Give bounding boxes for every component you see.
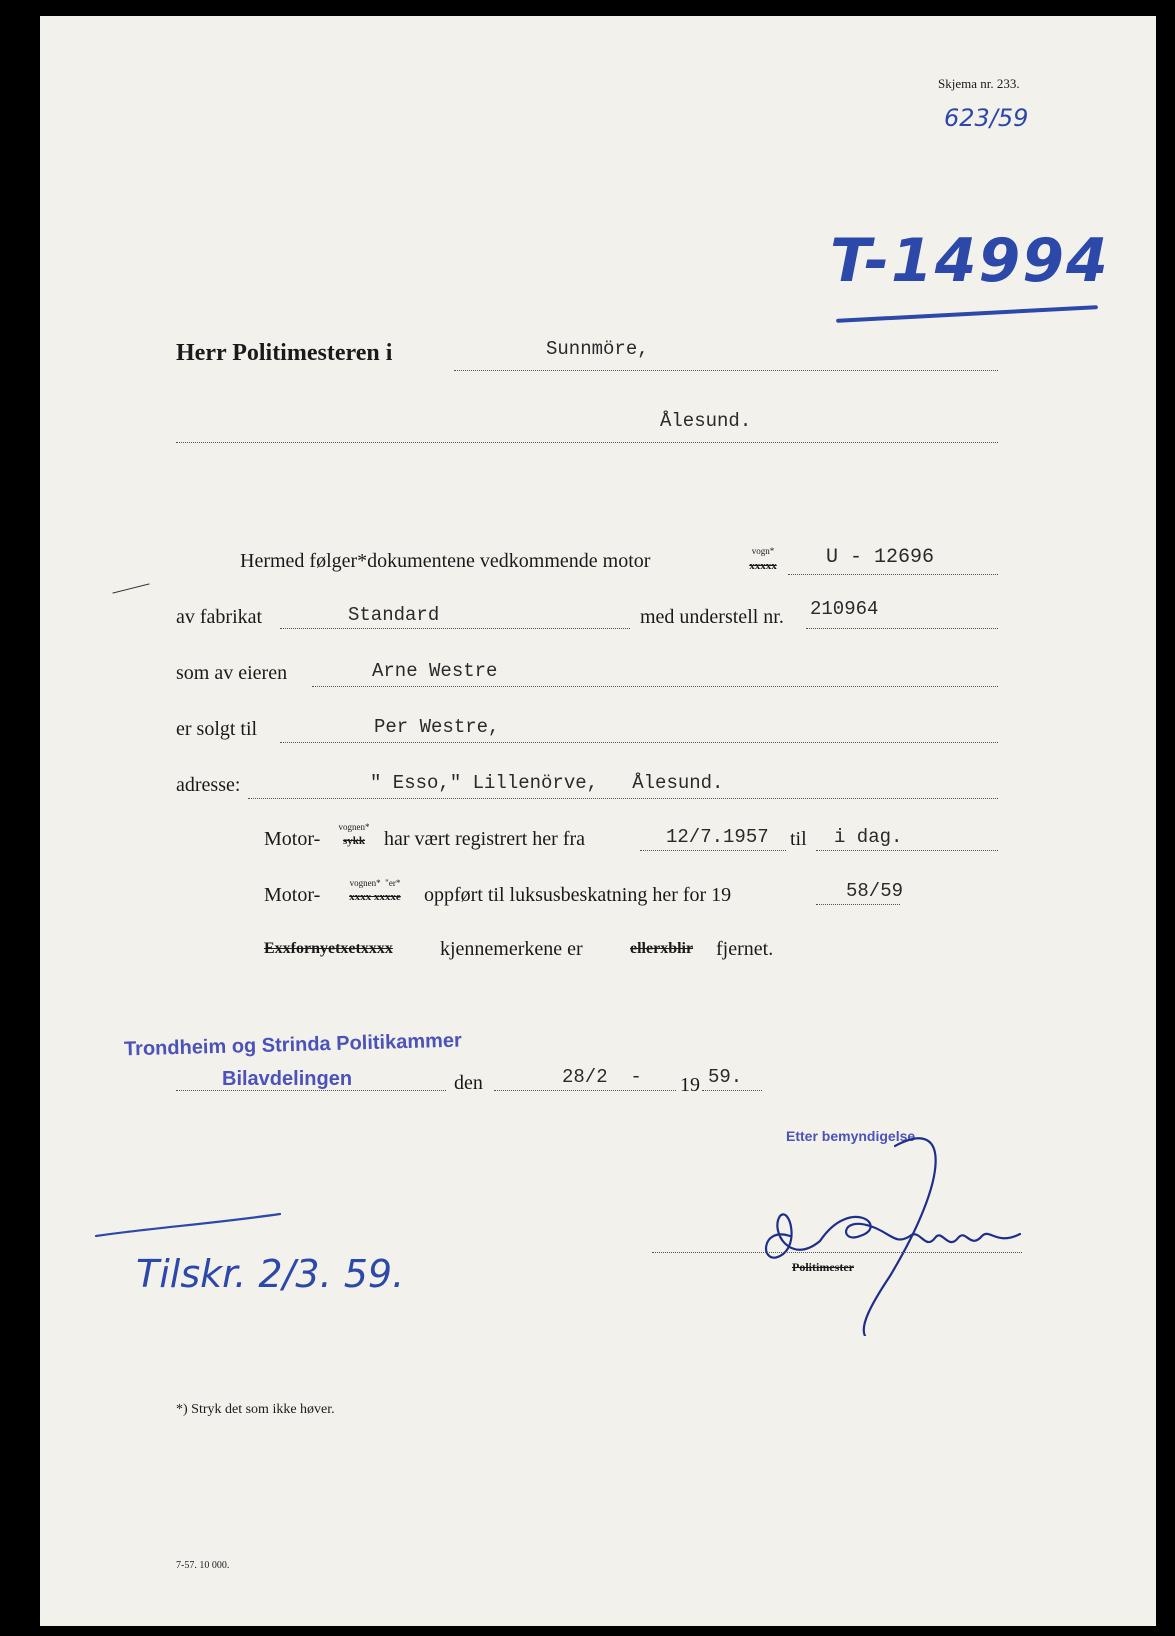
reg-line-prefix: Motor- bbox=[264, 828, 321, 850]
date-label: den bbox=[454, 1072, 483, 1094]
seller-line bbox=[312, 686, 998, 687]
office-stamp-line1: Trondheim og Strinda Politikammer bbox=[123, 1029, 463, 1061]
document-page bbox=[40, 16, 1156, 1626]
chassis-label: med understell nr. bbox=[640, 606, 784, 628]
case-number: 623/59 bbox=[944, 104, 1029, 132]
authority-stamp: Etter bemyndigelse bbox=[786, 1128, 916, 1144]
tax-year-line bbox=[816, 904, 900, 905]
addressee-district-line bbox=[454, 370, 998, 371]
chassis-line bbox=[806, 628, 998, 629]
address-line bbox=[248, 798, 998, 799]
year-value: 59. bbox=[708, 1066, 743, 1088]
registration-line bbox=[788, 574, 998, 575]
reg-from-line bbox=[640, 850, 786, 851]
reg-to-line bbox=[816, 850, 998, 851]
address-label: adresse: bbox=[176, 774, 241, 796]
reference-number: T-14994 bbox=[830, 226, 1110, 296]
margin-mark bbox=[112, 583, 149, 593]
make-line bbox=[280, 628, 630, 629]
make-value: Standard bbox=[348, 604, 440, 626]
registration-number: U - 12696 bbox=[826, 546, 935, 569]
tax-line-prefix: Motor- bbox=[264, 884, 321, 906]
form-number: Skjema nr. 233. bbox=[938, 76, 1020, 91]
intro-text: Hermed følger*dokumentene vedkommende motor bbox=[240, 550, 651, 572]
reg-line-text: har vært registrert her fra bbox=[384, 828, 586, 850]
received-note-stroke bbox=[90, 1212, 290, 1252]
office-stamp-line2: Bilavdelingen bbox=[222, 1068, 353, 1090]
plates-struck: Exxfornyetxetxxxx bbox=[264, 940, 393, 957]
seller-value: Arne Westre bbox=[372, 660, 498, 682]
reg-to-label: til bbox=[790, 828, 807, 850]
buyer-label: er solgt til bbox=[176, 718, 258, 740]
plates-struck-2: ellerxblir bbox=[630, 940, 694, 957]
addressee-city: Ålesund. bbox=[660, 410, 752, 432]
reg-line-options: vognen* bbox=[338, 822, 370, 832]
signature bbox=[720, 1116, 1040, 1336]
vehicle-type-options: vogn* bbox=[751, 546, 775, 556]
signature-title-struck: Politimester bbox=[792, 1260, 854, 1274]
tax-line-text: oppført til luksusbeskatning her for 19 bbox=[424, 884, 732, 906]
tax-line-struck: xxxx xxxxe bbox=[349, 891, 401, 903]
reg-line-struck: sykk bbox=[342, 835, 366, 847]
addressee-city-line bbox=[176, 442, 998, 443]
signature-line bbox=[652, 1252, 1022, 1253]
plates-text-2: fjernet. bbox=[716, 938, 774, 960]
reg-from: 12/7.1957 bbox=[666, 826, 769, 848]
year-line bbox=[702, 1090, 762, 1091]
buyer-value: Per Westre, bbox=[374, 716, 500, 738]
office-line bbox=[176, 1090, 446, 1091]
reference-underline bbox=[836, 305, 1098, 323]
date-value: 28/2 - bbox=[562, 1066, 642, 1088]
tax-year: 58/59 bbox=[846, 880, 904, 902]
plates-text: kjennemerkene er bbox=[440, 938, 583, 960]
chassis-value: 210964 bbox=[810, 598, 879, 620]
tax-line-options: vognen* "er* bbox=[349, 878, 401, 888]
print-code: 7-57. 10 000. bbox=[176, 1560, 230, 1571]
buyer-line bbox=[280, 742, 998, 743]
reg-to: i dag. bbox=[834, 826, 903, 848]
address-value: " Esso," Lillenörve, Ålesund. bbox=[370, 772, 724, 794]
date-line bbox=[494, 1090, 676, 1091]
addressee-label: Herr Politimesteren i bbox=[176, 340, 393, 366]
vehicle-type-struck: xxxxx bbox=[749, 560, 777, 572]
make-label: av fabrikat bbox=[176, 606, 263, 628]
footnote: *) Stryk det som ikke høver. bbox=[176, 1402, 335, 1417]
received-note: Tilskr. 2/3. 59. bbox=[136, 1252, 405, 1296]
seller-label: som av eieren bbox=[176, 662, 288, 684]
year-prefix: 19 bbox=[680, 1074, 700, 1096]
addressee-district: Sunnmöre, bbox=[546, 338, 649, 360]
